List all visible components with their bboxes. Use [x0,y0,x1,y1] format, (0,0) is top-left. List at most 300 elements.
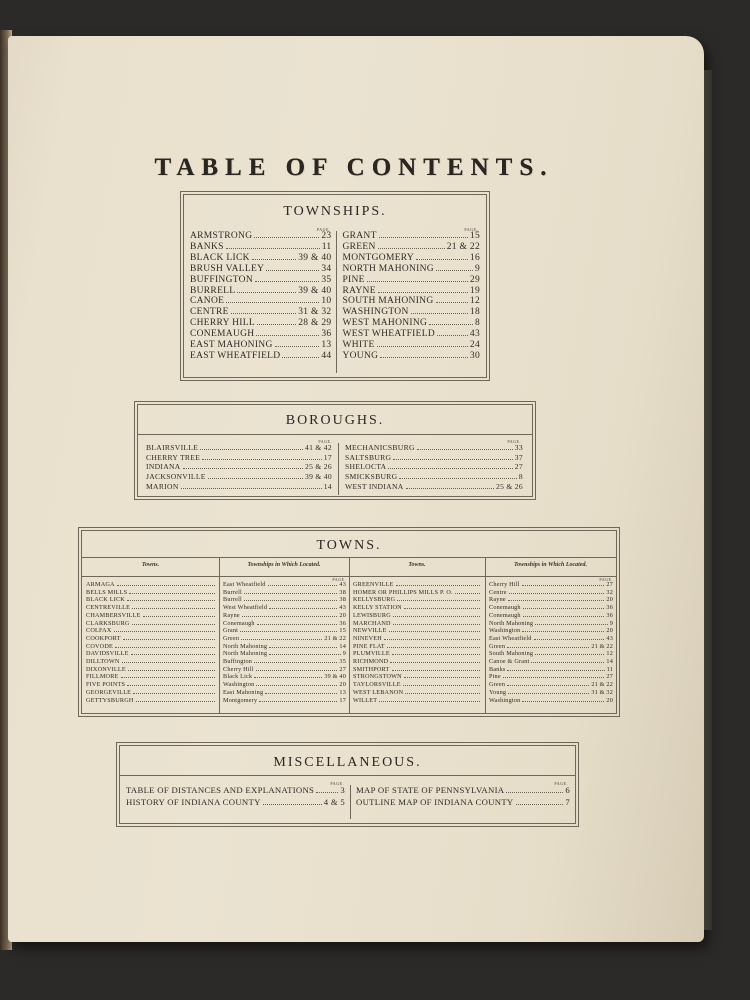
located-township: North Mahoning [489,619,534,627]
located-township: Conemaugh [489,604,521,612]
dot-leader [377,346,468,347]
entry-page: 32 [606,588,613,596]
toc-entry [146,443,332,453]
toc-entry [190,286,331,297]
dot-leader [121,677,215,678]
dot-leader [507,685,589,686]
located-township: East Wheatfield [223,581,266,588]
entry-page: 23 [321,231,332,241]
town-name: DILLTOWN [86,658,120,666]
entry-page: 39 & 40 [324,673,346,681]
toc-entry [223,612,346,620]
toc-entry [190,307,331,318]
toc-entry [86,658,217,666]
township-name: BURRELL [190,285,236,296]
entry-page: 21 & 22 [446,241,480,252]
dot-leader [136,701,215,702]
toc-entry [190,340,331,351]
boroughs-box [137,404,533,497]
township-name: WEST MAHONING [342,318,428,329]
townships-heading: TOWNSHIPS. [283,204,387,219]
town-name: PINE FLAT [353,642,385,650]
page-label: PAGE. [464,227,478,232]
misc-item-name: OUTLINE MAP OF INDIANA COUNTY [356,796,514,807]
dot-leader [436,302,468,303]
dot-leader [132,624,215,625]
dot-leader [522,631,604,632]
dot-leader [268,585,338,586]
toc-entry [223,620,346,628]
township-name: EAST MAHONING [190,340,273,351]
located-township: Young [489,688,507,696]
dot-leader [405,693,480,694]
entry-page: 10 [321,296,332,307]
dot-leader [265,693,337,694]
entry-page: 11 [606,665,613,673]
toc-entry [353,581,482,589]
entry-page: 20 [606,596,613,604]
dot-leader [399,478,517,479]
toc-entry [342,242,480,253]
located-township: Green [489,642,506,650]
dot-leader [244,600,337,601]
town-name: NINEVEH [353,634,382,642]
township-name: EAST WHEATFIELD [190,350,281,361]
township-name: PINE [342,274,365,285]
toc-entry [223,581,346,589]
dot-leader [535,624,607,625]
dot-leader [257,324,296,325]
toc-entry [353,620,482,628]
township-name: CENTRE [190,307,229,318]
toc-entry [342,307,480,318]
entry-page: 39 & 40 [298,285,332,296]
toc-entry [223,697,346,705]
townships-box [183,194,487,378]
town-name: SMITHPORT [353,665,390,673]
toc-entry [86,589,217,597]
toc-entry [489,604,613,612]
located-township: Washington [489,627,521,635]
entry-page: 14 [606,658,613,666]
toc-entry [353,604,482,612]
entry-page: 6 [565,785,570,795]
toc-entry [223,627,346,635]
town-name: GREENVILLE [353,581,394,588]
located-township: Conemaugh [223,619,255,627]
toc-entry [489,673,613,681]
toc-entry [86,643,217,651]
dot-leader [114,631,216,632]
toc-entry [86,604,217,612]
dot-leader [388,468,512,469]
borough-name: WEST INDIANA [345,481,404,491]
toc-entry [489,666,613,674]
town-name: STRONGSTOWN [353,673,402,681]
dot-leader [237,292,296,293]
dot-leader [269,654,340,655]
toc-entry [342,286,480,297]
dot-leader [231,313,296,314]
entry-page: 21 & 22 [591,642,613,650]
dot-leader [506,792,563,793]
townships-col-header: Townships in Which Located. [247,562,321,568]
dot-leader [128,670,215,671]
dot-leader [115,647,215,648]
toc-entry [86,650,217,658]
toc-entry [489,627,613,635]
towns-list-left [83,581,220,704]
entry-page: 41 & 42 [305,443,332,452]
town-name: BLACK LICK [86,596,125,604]
dot-leader [507,670,604,671]
entry-page: 7 [565,796,570,807]
entry-page: 43 [339,581,346,588]
misc-item-name: TABLE OF DISTANCES AND EXPLANATIONS [126,785,315,795]
page-label: PAGE. [318,439,332,444]
entry-page: 21 & 22 [324,634,346,642]
dot-leader [522,701,604,702]
entry-page: 31 & 32 [591,688,613,696]
entry-page: 38 [339,596,346,604]
entry-page: 36 [606,611,613,619]
towns-col-header-2: Towns. [408,562,426,568]
entry-page: 43 [606,634,613,642]
town-name: BELLS MILLS [86,588,128,596]
page-label: PAGE. [330,781,344,786]
town-name: KELLY STATION [353,604,402,612]
dot-leader [523,608,605,609]
toc-entry [342,264,480,275]
township-name: CONEMAUGH [190,329,255,340]
township-name: BLACK LICK [190,252,250,263]
entry-page: 36 [321,329,332,340]
dot-leader [379,237,468,238]
entry-page: 20 [339,681,346,689]
dot-leader [123,639,215,640]
located-township: Green [223,634,240,642]
dot-leader [404,608,480,609]
dot-leader [200,449,303,450]
town-name: DIXONVILLE [86,665,126,673]
located-township: Rayne [489,596,506,604]
township-name: BANKS [190,241,224,252]
toc-entry [489,658,613,666]
dot-leader [397,600,480,601]
dot-leader [523,616,605,617]
entry-page: 36 [606,604,613,612]
toc-entry [353,658,482,666]
township-name: YOUNG [342,350,379,361]
dot-leader [417,449,513,450]
entry-page: 19 [469,285,480,296]
town-name: GETTYSBURGH [86,696,134,704]
located-township: Rayne [223,611,240,619]
toc-entry [190,318,331,329]
toc-entry [342,275,480,286]
toc-entry [342,340,480,351]
toc-entry [86,689,217,697]
town-name: ARMAGA [86,581,115,588]
entry-page: 14 [323,481,332,491]
dot-leader [379,701,480,702]
dot-leader [254,662,337,663]
dot-leader [403,685,480,686]
toc-entry [353,612,482,620]
toc-entry [190,253,331,264]
entry-page: 12 [606,650,613,658]
located-township: Conemaugh [489,611,521,619]
dot-leader [269,608,337,609]
toc-entry [353,627,482,635]
dot-leader [266,270,319,271]
entry-page: 39 & 40 [305,472,332,482]
located-township: North Mahoning [223,650,268,658]
toc-entry [190,231,331,242]
township-name: WASHINGTON [342,307,409,318]
boroughs-right-column [338,439,523,495]
located-township: Black Lick [223,673,253,681]
boroughs-heading: BOROUGHS. [138,405,532,435]
toc-entry [223,658,346,666]
toc-entry [126,785,345,797]
entry-page: 43 [469,329,480,340]
township-name: BUFFINGTON [190,274,254,285]
dot-leader [411,313,468,314]
town-name: DAVIDSVILLE [86,650,129,658]
toc-entry [223,604,346,612]
townships-left-column [190,227,336,373]
toc-entry [353,643,482,651]
located-township: East Mahoning [223,688,264,696]
dot-leader [275,346,320,347]
dot-leader [507,647,589,648]
town-name: GEORGEVILLE [86,688,132,696]
town-name: WILLET [353,696,378,704]
dot-leader [255,281,319,282]
townships-list-left [220,577,349,704]
townships-right-column [336,227,480,373]
entry-page: 18 [469,307,480,318]
toc-entry [126,797,345,809]
dot-leader [389,631,480,632]
toc-entry [86,620,217,628]
dot-leader [226,302,319,303]
dot-leader [509,593,605,594]
toc-entry [190,351,331,362]
entry-page: 31 & 32 [298,307,332,318]
entry-page: 15 [469,231,480,241]
dot-leader [257,624,338,625]
entry-page: 20 [339,611,346,619]
town-name: HOMER OR PHILLIPS MILLS P. O. [353,588,453,596]
town-name: FIVE POINTS [86,681,126,689]
dot-leader [226,248,320,249]
misc-item-name: MAP OF STATE OF PENNSYLVANIA [356,785,505,795]
toc-entry [190,275,331,286]
page-label: PAGE. [599,577,613,582]
borough-name: SHELOCTA [345,462,387,472]
dot-leader [508,600,605,601]
townships-list-right [486,577,616,704]
dot-leader [393,616,480,617]
located-township: Burrell [223,588,242,596]
located-township: Centre [489,588,507,596]
town-name: COVODE [86,642,113,650]
dot-leader [378,292,468,293]
dot-leader [208,478,303,479]
book-page [8,36,704,942]
toc-entry [223,589,346,597]
toc-entry [223,643,346,651]
page-label: PAGE. [554,781,568,786]
town-name: NEWVILLE [353,627,387,635]
toc-entry [489,612,613,620]
entry-page: 12 [469,296,480,307]
located-township: Pine [489,673,501,681]
dot-leader [127,685,215,686]
town-name: TAYLORSVILLE [353,681,401,689]
toc-entry [86,697,217,705]
entry-page: 8 [474,318,480,329]
borough-name: SMICKSBURG [345,472,398,482]
dot-leader [396,585,481,586]
dot-leader [240,631,337,632]
toc-entry [146,453,332,463]
dot-leader [316,792,338,793]
township-name: RAYNE [342,285,376,296]
dot-leader [384,639,480,640]
dot-leader [122,662,215,663]
toc-entry [342,318,480,329]
toc-entry [353,589,482,597]
toc-entry [86,627,217,635]
dot-leader [117,585,215,586]
toc-entry [86,681,217,689]
borough-name: MECHANICSBURG [345,443,415,452]
entry-page: 13 [339,688,346,696]
dot-leader [183,468,303,469]
entry-page: 38 [339,588,346,596]
dot-leader [531,662,604,663]
dot-leader [392,654,480,655]
located-township: Montgomery [223,696,258,704]
entry-page: 9 [342,650,346,658]
entry-page: 34 [321,263,332,274]
toc-entry [342,253,480,264]
dot-leader [378,248,445,249]
entry-page: 11 [321,241,332,252]
entry-page: 39 & 40 [298,252,332,263]
dot-leader [269,647,337,648]
dot-leader [181,488,322,489]
toc-entry [353,673,482,681]
borough-name: SALTSBURG [345,452,392,462]
located-township: Grant [223,627,239,635]
dot-leader [393,459,512,460]
town-name: WEST LEBANON [353,688,404,696]
toc-entry [86,666,217,674]
toc-entry [190,242,331,253]
dot-leader [256,670,338,671]
dot-leader [387,647,480,648]
located-township: East Wheatfield [489,634,532,642]
dot-leader [516,804,564,805]
town-name: PLUMVILLE [353,650,390,658]
located-township: North Mahoning [223,642,268,650]
misc-left-column [126,781,350,819]
misc-right-column [350,781,570,819]
township-name: CANOE [190,296,225,307]
township-name: BRUSH VALLEY [190,263,265,274]
toc-entry [489,681,613,689]
towns-col-header: Towns. [141,562,160,568]
towns-box [81,530,617,714]
entry-page: 17 [323,452,332,462]
dot-leader [535,654,604,655]
town-name: COOKPORT [86,634,121,642]
dot-leader [143,616,215,617]
toc-entry [489,589,613,597]
toc-entry [353,650,482,658]
dot-leader [429,324,473,325]
located-township: Canoe & Grant [489,658,530,666]
toc-entry [356,785,570,797]
dot-leader [242,616,338,617]
entry-page: 27 [606,673,613,681]
toc-entry [190,264,331,275]
entry-page: 37 [514,452,523,462]
town-name: RICHMOND [353,658,389,666]
dot-leader [129,593,215,594]
dot-leader [392,670,481,671]
borough-name: INDIANA [146,462,181,472]
located-township: Banks [489,665,506,673]
dot-leader [367,281,468,282]
entry-page: 36 [339,619,346,627]
entry-page: 8 [518,472,523,482]
toc-entry [223,596,346,604]
dot-leader [132,608,215,609]
toc-entry [342,231,480,242]
misc-item-name: HISTORY OF INDIANA COUNTY [126,796,261,807]
dot-leader [256,335,319,336]
entry-page: 17 [339,696,346,704]
located-township: Washington [223,681,255,689]
entry-page: 25 & 26 [496,481,523,491]
toc-entry [345,472,523,482]
entry-page: 3 [340,785,345,795]
boroughs-left-column [146,439,338,495]
toc-entry [353,681,482,689]
located-township: South Mahoning [489,650,534,658]
toc-entry [345,453,523,463]
towns-heading: TOWNS. [82,531,616,558]
toc-entry [489,643,613,651]
toc-entry [146,472,332,482]
toc-entry [489,697,613,705]
dot-leader [455,593,480,594]
dot-leader [390,662,480,663]
located-township: Buffington [223,658,253,666]
toc-entry [345,443,523,453]
toc-entry [190,329,331,340]
entry-page: 29 [469,274,480,285]
township-name: ARMSTRONG [190,231,253,241]
township-name: GRANT [342,231,377,241]
dot-leader [202,459,322,460]
town-name: LEWISBURG [353,611,391,619]
